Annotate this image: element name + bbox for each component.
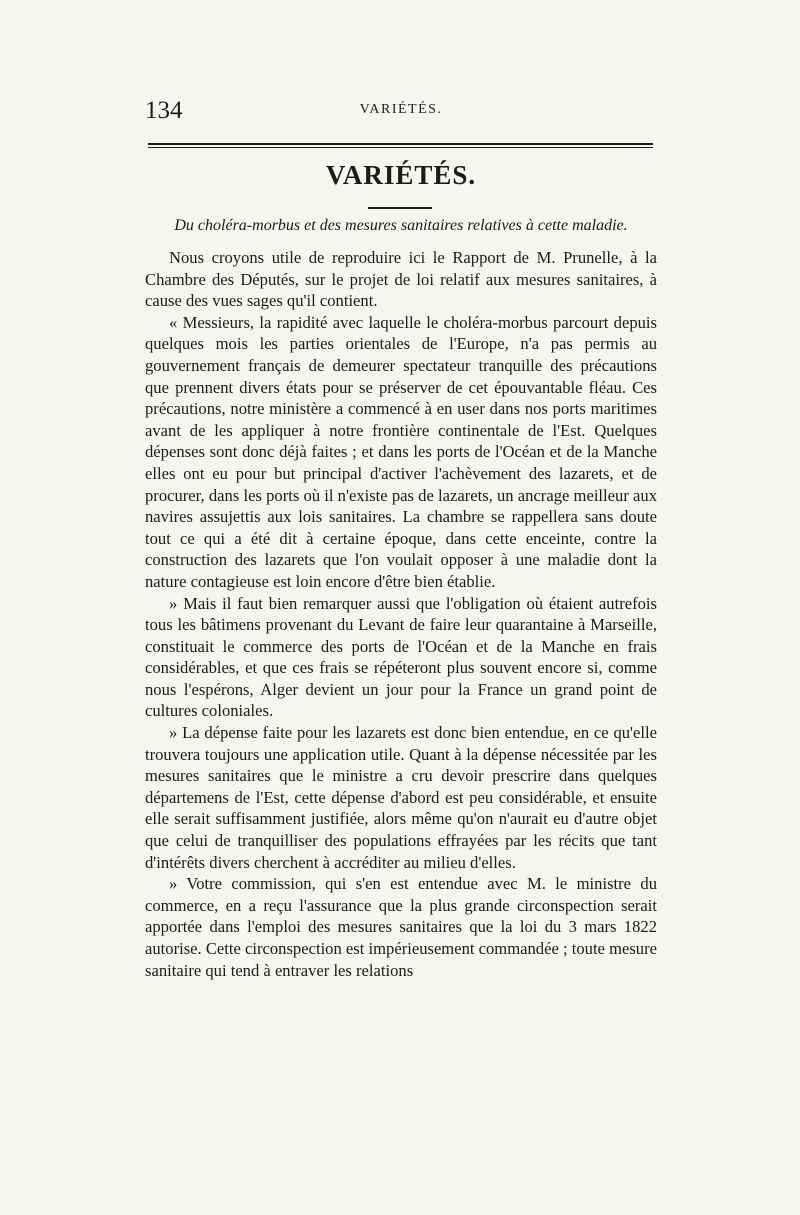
paragraph-4: » La dépense faite pour les lazarets est donc bien entendue, en ce qu'elle trouvera toujours une application utile. Quant à la dépense nécessitée par les mesures sanitaires que le ministre a cru devoir prescrire dans quelques départemens de l'Est, cette dépense d'abord est peu considérable, et ensuite elle serait suffisamment justifiée, alors même qu'on n'aurait eu d'autre objet que celui de tranquilliser des populations effrayées par les récits que tant d'intérêts divers cherchent à accréditer au milieu d'elles. — [145, 723, 657, 872]
header-rule — [148, 143, 653, 145]
title-rule — [368, 207, 432, 209]
body-text — [145, 247, 657, 981]
section-title: VARIÉTÉS. — [325, 160, 477, 190]
running-title: VARIÉTÉS. — [359, 102, 443, 117]
header-rule-thin — [148, 147, 653, 148]
paragraph-3: » Mais il faut bien remarquer aussi que l'obligation où étaient autrefois tous les bâtimens provenant du Levant de faire leur quarantaine à Marseille, constituait le commerce des ports de l'Océan et de la Manche en frais considérables, et que ces frais se répéteront plus souvent encore si, comme nous l'espérons, Alger devient un jour pour la France un grand point de cultures coloniales. — [145, 593, 657, 721]
paragraph-1: Nous croyons utile de reproduire ici le Rapport de M. Prunelle, à la Chambre des Députés, sur le projet de loi relatif aux mesures sanitaires, à cause des vues sages qu'il contient. — [145, 248, 657, 311]
running-head — [145, 96, 657, 126]
paragraph-2: « Messieurs, la rapidité avec laquelle le choléra-morbus parcourt depuis quelques mois les parties orientales de l'Europe, n'a pas permis au gouvernement français de demeurer spectateur tranquille des précautions que prennent divers états pour se préserver de cet épouvantable fléau. Ces précautions, notre ministère a commencé à en user dans nos ports maritimes avant de les appliquer à notre frontière continentale de l'Est. Quelques dépenses sont donc déjà faites ; et dans les ports de l'Océan et de la Manche elles ont eu pour but principal d'activer l'achèvement des lazarets, et de procurer, dans les ports où il n'existe pas de lazarets, un ancrage meilleur aux navires assujettis aux lois sanitaires. La chambre se rappellera sans doute tout ce qui a été dit à certaine époque, dans cette enceinte, contre la construction des lazarets que l'on voulait opposer à une maladie dont la nature contagieuse est loin encore d'être bien établie. — [145, 312, 657, 591]
section-subtitle: Du choléra-morbus et des mesures sanitaires relatives à cette maladie. — [174, 217, 628, 234]
page-number: 134 — [145, 97, 183, 124]
paragraph-5: » Votre commission, qui s'en est entendue avec M. le ministre du commerce, en a reçu l'assurance que la plus grande circonspection serait apportée dans l'emploi des mesures sanitaires que la loi du 3 mars 1822 autorise. Cette circonspection est impérieusement commandée ; toute mesure sanitaire qui tend à entraver les relations — [145, 874, 657, 980]
